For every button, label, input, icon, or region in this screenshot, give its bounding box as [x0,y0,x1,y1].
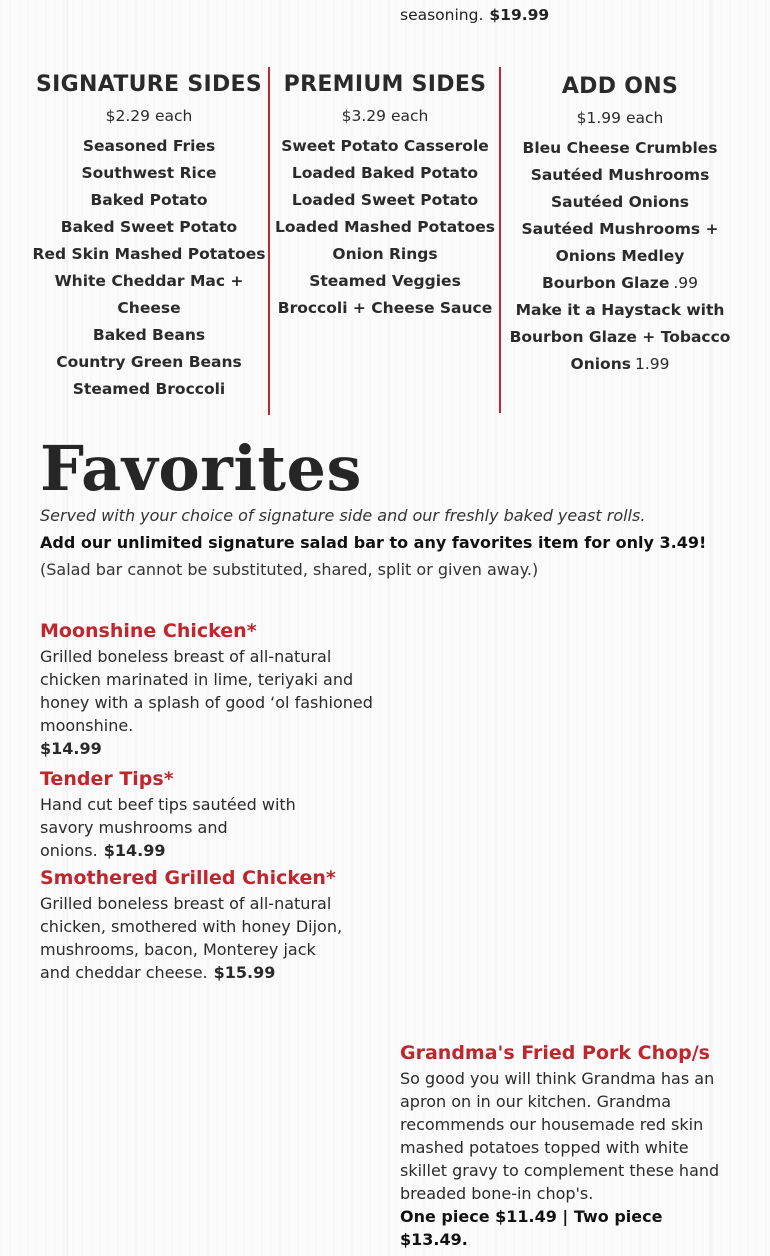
menu-item-price: $14.99 [40,739,102,758]
add-ons-column [502,74,738,378]
list-item: White Cheddar Mac + [54,272,244,290]
previous-item-text: seasoning. [400,6,484,24]
signature-sides-list [30,133,268,403]
previous-item-price: $19.99 [489,6,550,24]
list-item: Baked Potato [90,191,208,209]
list-item: Steamed Broccoli [72,380,226,398]
favorites-subtitle: Served with your choice of signature side and our freshly baked yeast rolls. [40,506,646,525]
list-item: Sweet Potato Casserole [281,137,489,155]
list-item: Make it a Haystack with [515,301,725,319]
list-item: Baked Sweet Potato [60,218,238,236]
list-item: Onions 1.99 [570,355,670,373]
premium-sides-heading: PREMIUM SIDES [283,72,487,97]
list-item: Baked Beans [92,326,206,344]
list-item: Bleu Cheese Crumbles [522,139,718,157]
column-divider [499,67,501,413]
menu-item-price: One piece $11.49 | Two piece $13.49. [400,1207,663,1249]
list-item: Red Skin Mashed Potatoes [32,245,266,263]
signature-sides-heading: SIGNATURE SIDES [36,72,262,97]
menu-item-price: $15.99 [213,963,276,982]
add-ons-price: $1.99 each [576,109,664,127]
menu-item-description: Grilled boneless breast of all-natural chicken marinated in lime, teriyaki and honey with a splash of good ‘ol fashioned moonshine. $14.99 [40,645,385,760]
list-item: Seasoned Fries [82,137,216,155]
favorites-title: Favorites [40,432,362,505]
list-item: Sautéed Mushrooms [530,166,710,184]
menu-item-description: Grilled boneless breast of all-natural chicken, smothered with honey Dijon, mushrooms, bacon, Monterey jack and cheddar cheese. $15.99 [40,894,343,982]
list-item: Cheese [117,299,181,317]
menu-item-name: Smothered Grilled Chicken* [40,867,336,889]
add-ons-list [502,135,738,378]
list-item: Country Green Beans [56,353,242,371]
add-on-price: .99 [673,274,698,292]
list-item: Onion Rings [332,245,438,263]
premium-sides-column [270,72,500,322]
menu-item-moonshine-chicken [40,620,385,760]
list-item: Steamed Veggies [309,272,461,290]
menu-item-price: $14.99 [103,841,166,860]
salad-bar-note: (Salad bar cannot be substituted, shared, split or given away.) [40,560,539,579]
list-item: Sautéed Onions [550,193,690,211]
menu-item-smothered-grilled-chicken [40,867,350,984]
list-item: Bourbon Glaze .99 [541,274,698,292]
salad-bar-offer: Add our unlimited signature salad bar to any favorites item for only 3.49! [40,533,707,552]
menu-item-description: Hand cut beef tips sautéed with savory mushrooms and onions. $14.99 [40,795,296,860]
list-item: Loaded Mashed Potatoes [275,218,495,236]
signature-sides-price: $2.29 each [105,107,193,125]
menu-item-fried-pork-chops [400,1042,730,1251]
signature-sides-column [30,72,268,403]
add-ons-heading: ADD ONS [561,74,679,99]
list-item: Bourbon Glaze + Tobacco [509,328,731,346]
list-item: Southwest Rice [81,164,217,182]
menu-item-tender-tips [40,768,350,862]
list-item: Sautéed Mushrooms + [521,220,719,238]
menu-item-description: So good you will think Grandma has an apron on in our kitchen. Grandma recommends our housemade red skin mashed potatoes topped with white skillet gravy to complement these hand breaded bone-in chop's. [400,1069,720,1203]
menu-item-name: Tender Tips* [40,768,174,790]
list-item: Onions Medley [555,247,685,265]
add-on-price: 1.99 [634,355,670,373]
list-item: Loaded Sweet Potato [291,191,479,209]
list-item: Loaded Baked Potato [291,164,479,182]
list-item: Broccoli + Cheese Sauce [277,299,493,317]
menu-item-name: Grandma's Fried Pork Chop/s [400,1042,710,1064]
premium-sides-list [270,133,500,322]
menu-item-name: Moonshine Chicken* [40,620,257,642]
previous-item-tail [400,4,549,27]
premium-sides-price: $3.29 each [341,107,429,125]
